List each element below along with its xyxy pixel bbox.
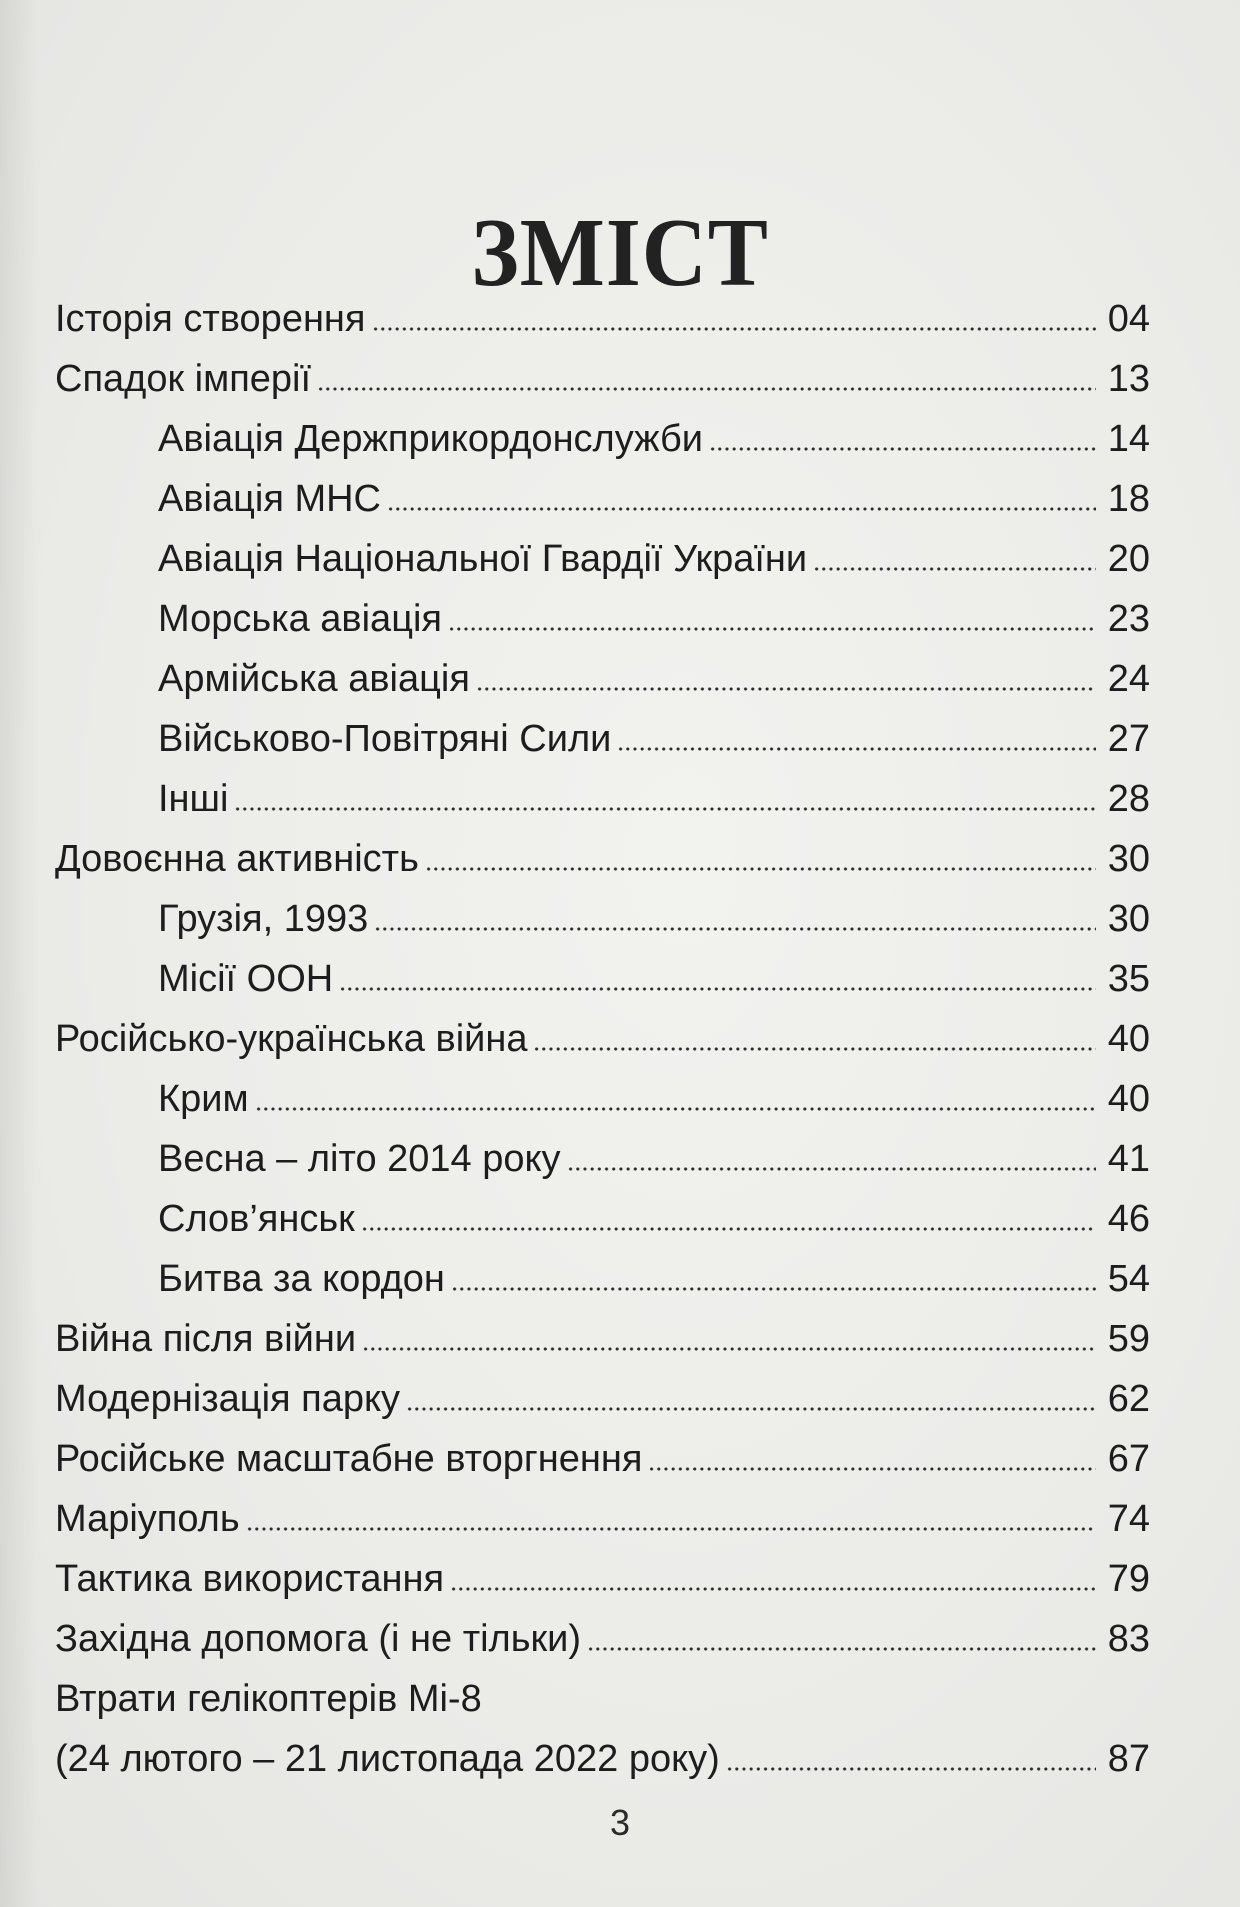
toc-entry-title: Грузія, 1993	[158, 898, 369, 940]
toc-entry-page: 30	[1107, 898, 1150, 940]
toc-entry-title: Авіація МНС	[158, 478, 381, 520]
dot-leader	[246, 1527, 1096, 1531]
toc-entry-page: 40	[1107, 1018, 1150, 1060]
toc-entry[interactable]	[55, 822, 1150, 882]
toc-entry-page: 14	[1107, 418, 1150, 460]
page-title: ЗМІСТ	[471, 198, 769, 307]
toc-subentry[interactable]	[158, 582, 1150, 642]
toc-entry-page: 23	[1107, 598, 1150, 640]
toc-subentry[interactable]	[158, 1182, 1150, 1242]
dot-leader	[451, 1287, 1096, 1291]
toc-entry-page: 30	[1107, 838, 1150, 880]
toc-entry-title: Втрати гелікоптерів Мі-8	[55, 1678, 482, 1720]
dot-leader	[255, 1107, 1096, 1111]
toc-entry-title: Весна – літо 2014 року	[158, 1138, 561, 1180]
dot-leader	[587, 1647, 1096, 1651]
toc-entry[interactable]	[55, 1602, 1150, 1662]
dot-leader	[339, 987, 1096, 991]
dot-leader	[726, 1767, 1096, 1771]
dot-leader	[617, 747, 1096, 751]
toc-entry-title: (24 лютого – 21 листопада 2022 року)	[55, 1738, 720, 1780]
toc-entry[interactable]	[55, 1542, 1150, 1602]
toc-entry-page: 04	[1107, 298, 1150, 340]
toc-entry-page: 40	[1107, 1078, 1150, 1120]
dot-leader	[317, 387, 1096, 391]
toc-subentry[interactable]	[158, 1242, 1150, 1302]
toc-entry-page: 24	[1107, 658, 1150, 700]
toc-subentry[interactable]	[158, 1122, 1150, 1182]
dot-leader	[533, 1047, 1096, 1051]
dot-leader	[476, 687, 1096, 691]
toc-entry-title: Битва за кордон	[158, 1258, 445, 1300]
toc-entry-page: 74	[1107, 1498, 1150, 1540]
dot-leader	[234, 807, 1096, 811]
toc-entry-page: 67	[1107, 1438, 1150, 1480]
dot-leader	[406, 1407, 1096, 1411]
toc-entry-page: 59	[1107, 1318, 1150, 1360]
toc-entry-title: Тактика використання	[55, 1558, 445, 1600]
toc-entry-title: Морська авіація	[158, 598, 442, 640]
toc-subentry[interactable]	[158, 882, 1150, 942]
toc-subentry[interactable]	[158, 702, 1150, 762]
dot-leader	[362, 1347, 1096, 1351]
dot-leader	[361, 1227, 1096, 1231]
toc-subentry[interactable]	[158, 642, 1150, 702]
toc-subentry[interactable]	[158, 462, 1150, 522]
toc-entry[interactable]	[55, 1482, 1150, 1542]
dot-leader	[648, 1467, 1096, 1471]
toc-subentry[interactable]	[158, 402, 1150, 462]
page-number: 3	[609, 1802, 631, 1843]
toc-entry-page: 46	[1107, 1198, 1150, 1240]
toc-entry-page: 79	[1107, 1558, 1150, 1600]
toc-subentry[interactable]	[158, 1062, 1150, 1122]
dot-leader	[567, 1167, 1096, 1171]
toc-entry-title: Авіація Національної Гвардії України	[158, 538, 808, 580]
toc-subentry[interactable]	[158, 942, 1150, 1002]
toc-entry-page: 35	[1107, 958, 1150, 1000]
toc-subentry[interactable]	[158, 522, 1150, 582]
dot-leader	[387, 507, 1096, 511]
toc-entry-title: Маріуполь	[55, 1498, 240, 1540]
toc-entry-title: Місії ООН	[158, 958, 334, 1000]
page-gutter-shadow	[0, 0, 40, 1907]
dot-leader	[450, 1587, 1096, 1591]
dot-leader	[709, 447, 1096, 451]
toc-entry-title: Інші	[158, 778, 229, 820]
toc-entry-page: 62	[1107, 1378, 1150, 1420]
toc-entry-title: Війна після війни	[55, 1318, 357, 1360]
toc-entry[interactable]	[55, 1662, 1150, 1722]
toc-entry-page: 54	[1107, 1258, 1150, 1300]
toc-entry[interactable]	[55, 1302, 1150, 1362]
toc-entry-page: 87	[1107, 1738, 1150, 1780]
toc-entry[interactable]	[55, 342, 1150, 402]
toc-entry-title: Західна допомога (і не тільки)	[55, 1618, 582, 1660]
toc-entry-title: Військово-Повітряні Сили	[158, 718, 612, 760]
toc-entry-page: 18	[1107, 478, 1150, 520]
toc-entry-page: 28	[1107, 778, 1150, 820]
dot-leader	[374, 927, 1096, 931]
bleed-through-text	[60, 60, 68, 94]
dot-leader	[448, 627, 1096, 631]
toc-entry-title: Крим	[158, 1078, 249, 1120]
toc-entry-title: Довоєнна активність	[55, 838, 419, 880]
toc-entry[interactable]	[55, 282, 1150, 342]
dot-leader	[425, 867, 1096, 871]
toc-entry-title: Історія створення	[55, 298, 366, 340]
toc-entry-title: Спадок імперії	[55, 358, 312, 400]
dot-leader	[372, 327, 1097, 331]
toc-entry-page: 13	[1107, 358, 1150, 400]
toc-entry-page: 27	[1107, 718, 1150, 760]
toc-entry-title: Російське масштабне вторгнення	[55, 1438, 643, 1480]
toc-entry-title: Авіація Держприкордонслужби	[158, 418, 703, 460]
toc-entry-page: 41	[1107, 1138, 1150, 1180]
toc-entry-title: Модернізація парку	[55, 1378, 401, 1420]
toc-entry-title: Армійська авіація	[158, 658, 470, 700]
toc-entry-continuation[interactable]	[55, 1722, 1150, 1782]
toc-entry[interactable]	[55, 1362, 1150, 1422]
toc-subentry[interactable]	[158, 762, 1150, 822]
toc-entry[interactable]	[55, 1002, 1150, 1062]
toc-entry-title: Російсько-українська війна	[55, 1018, 528, 1060]
toc-entry-page: 20	[1107, 538, 1150, 580]
toc-entry-page: 83	[1107, 1618, 1150, 1660]
dot-leader	[813, 567, 1096, 571]
toc-entry-title: Слов’янськ	[158, 1198, 355, 1240]
toc-entry[interactable]	[55, 1422, 1150, 1482]
